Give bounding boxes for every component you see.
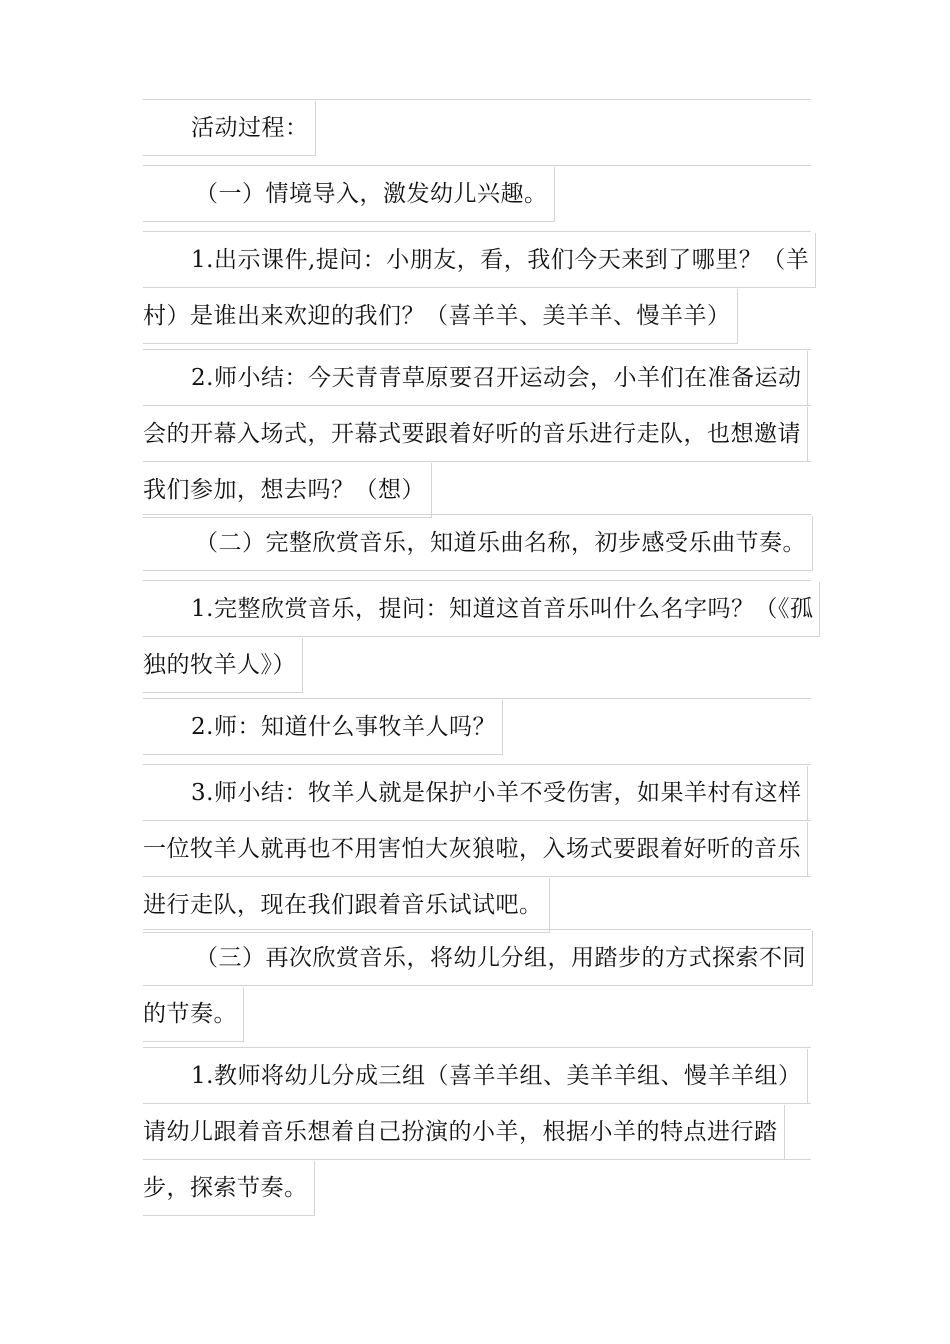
text-line-content: （一）情境导入，激发幼儿兴趣。: [143, 167, 555, 222]
text-line: [143, 636, 811, 692]
text-line: [143, 165, 811, 221]
paragraph-section-three-heading: [143, 929, 811, 1041]
text-line-content: 活动过程：: [143, 101, 316, 156]
paragraph-step-3-1: [143, 1047, 811, 1215]
text-line: [143, 349, 811, 405]
text-line: [143, 876, 811, 932]
paragraph-step-2-1: [143, 580, 814, 692]
paragraph-step-2-2: [143, 698, 811, 754]
text-line: [143, 99, 811, 155]
text-line: [143, 461, 811, 517]
text-line-content: 的节奏。: [143, 987, 244, 1042]
text-line: [143, 985, 811, 1041]
text-line-content: 3.师小结：牧羊人就是保护小羊不受伤害，如果羊村有这样: [143, 766, 808, 821]
text-line: [143, 929, 811, 985]
text-line-content: （二）完整欣赏音乐，知道乐曲名称，初步感受乐曲节奏。: [143, 516, 813, 571]
text-line-content: 我们参加，想去吗？（想）: [143, 463, 432, 518]
text-line-content: 1.完整欣赏音乐，提问：知道这首音乐叫什么名字吗？（《孤: [143, 582, 820, 637]
text-line-content: 步，探索节奏。: [143, 1161, 315, 1216]
paragraph-section-one-heading: [143, 165, 811, 221]
text-line-content: 独的牧羊人》）: [143, 638, 303, 693]
text-line: [143, 1103, 811, 1159]
paragraph-step-2-3: [143, 764, 811, 932]
text-line-content: 一位牧羊人就再也不用害怕大灰狼啦，入场式要跟着好听的音乐: [143, 822, 808, 877]
text-line: [143, 287, 811, 343]
text-line-content: 1.教师将幼儿分成三组（喜羊羊组、美羊羊组、慢羊羊组）: [143, 1049, 808, 1104]
text-line: [143, 698, 811, 754]
paragraph-step-1-1: [143, 231, 811, 343]
text-line: [143, 580, 814, 636]
text-line: [143, 764, 811, 820]
text-line: [143, 231, 811, 287]
paragraph-step-1-2: [143, 349, 811, 517]
text-line-content: 1.出示课件,提问：小朋友，看，我们今天来到了哪里？（羊: [143, 233, 816, 288]
text-line-content: 2.师：知道什么事牧羊人吗？: [143, 700, 503, 755]
text-line-content: 进行走队，现在我们跟着音乐试试吧。: [143, 878, 550, 933]
text-line-content: （三）再次欣赏音乐，将幼儿分组，用踏步的方式探索不同: [143, 931, 813, 986]
text-line-content: 2.师小结：今天青青草原要召开运动会，小羊们在准备运动: [143, 351, 808, 406]
paragraph-section-two-heading: [143, 514, 811, 570]
paragraph-activity-process: [143, 99, 811, 155]
text-line-content: 会的开幕入场式，开幕式要跟着好听的音乐进行走队，也想邀请: [143, 407, 808, 462]
text-line: [143, 820, 811, 876]
text-line: [143, 1047, 811, 1103]
text-line: [143, 1159, 811, 1215]
text-line-content: 村）是谁出来欢迎的我们？（喜羊羊、美羊羊、慢羊羊）: [143, 289, 738, 344]
text-line: [143, 514, 811, 570]
text-line: [143, 405, 811, 461]
text-line-content: 请幼儿跟着音乐想着自己扮演的小羊，根据小羊的特点进行踏: [143, 1105, 785, 1160]
